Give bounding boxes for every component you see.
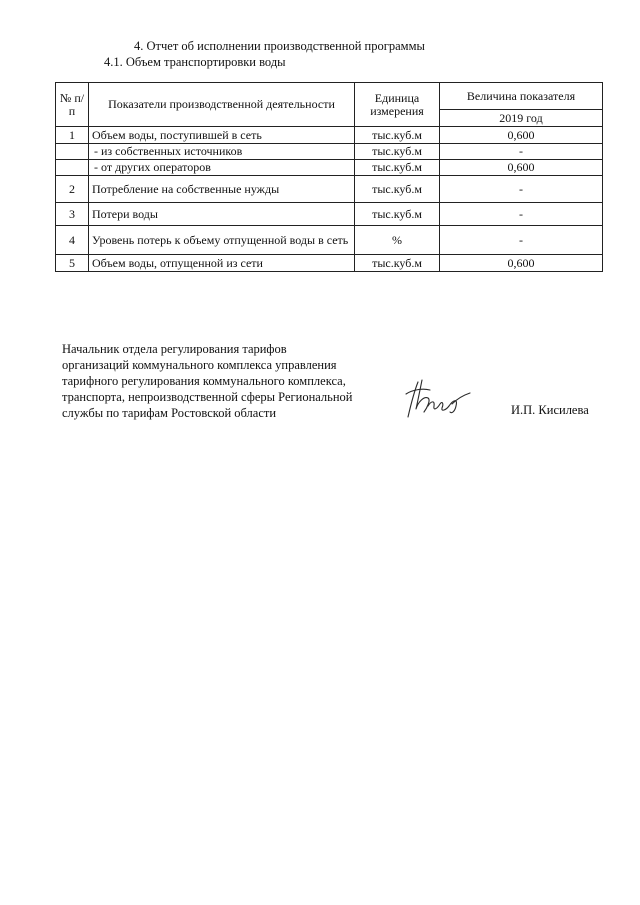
row-value: - [440, 226, 603, 255]
section-heading: 4. Отчет об исполнении производственной программы [134, 39, 425, 53]
table-row [56, 144, 603, 160]
row-value: - [440, 176, 603, 203]
row-indicator: Объем воды, отпущенной из сети [89, 255, 355, 272]
row-num: 3 [56, 203, 89, 226]
table-row [56, 203, 603, 226]
row-unit: % [355, 226, 440, 255]
header-indicator: Показатели производственной деятельности [89, 83, 355, 127]
row-value: 0,600 [440, 160, 603, 176]
row-unit: тыс.куб.м [355, 127, 440, 144]
row-num: 4 [56, 226, 89, 255]
row-indicator: Уровень потерь к объему отпущенной воды в сеть [89, 226, 355, 255]
header-unit: Единица измерения [355, 83, 440, 127]
row-unit: тыс.куб.м [355, 203, 440, 226]
row-value: - [440, 203, 603, 226]
position-line: транспорта, непроизводственной сферы Региональной [62, 390, 353, 404]
header-year: 2019 год [440, 110, 603, 127]
row-indicator: - от других операторов [89, 160, 355, 176]
row-num: 2 [56, 176, 89, 203]
position-line: Начальник отдела регулирования тарифов [62, 342, 287, 356]
row-num [56, 160, 89, 176]
row-unit: тыс.куб.м [355, 144, 440, 160]
position-line: организаций коммунального комплекса управления [62, 358, 337, 372]
row-indicator: Потребление на собственные нужды [89, 176, 355, 203]
row-value: - [440, 144, 603, 160]
position-line: тарифного регулирования коммунального комплекса, [62, 374, 346, 388]
table-row [56, 176, 603, 203]
header-value: Величина показателя [440, 83, 603, 110]
signatory-name: И.П. Кисилева [511, 403, 589, 417]
row-value: 0,600 [440, 255, 603, 272]
row-indicator: Потери воды [89, 203, 355, 226]
row-unit: тыс.куб.м [355, 176, 440, 203]
row-num: 5 [56, 255, 89, 272]
row-indicator: - из собственных источников [89, 144, 355, 160]
table-row [56, 160, 603, 176]
handwritten-signature [400, 376, 472, 426]
row-value: 0,600 [440, 127, 603, 144]
row-indicator: Объем воды, поступившей в сеть [89, 127, 355, 144]
table-row [56, 226, 603, 255]
signatory-position [62, 341, 382, 421]
table-row [56, 255, 603, 272]
header-num: № п/п [56, 83, 89, 127]
table-row [56, 127, 603, 144]
water-transport-table [55, 82, 603, 272]
row-unit: тыс.куб.м [355, 255, 440, 272]
position-line: службы по тарифам Ростовской области [62, 406, 277, 420]
subsection-heading: 4.1. Объем транспортировки воды [104, 55, 286, 69]
row-unit: тыс.куб.м [355, 160, 440, 176]
row-num [56, 144, 89, 160]
row-num: 1 [56, 127, 89, 144]
